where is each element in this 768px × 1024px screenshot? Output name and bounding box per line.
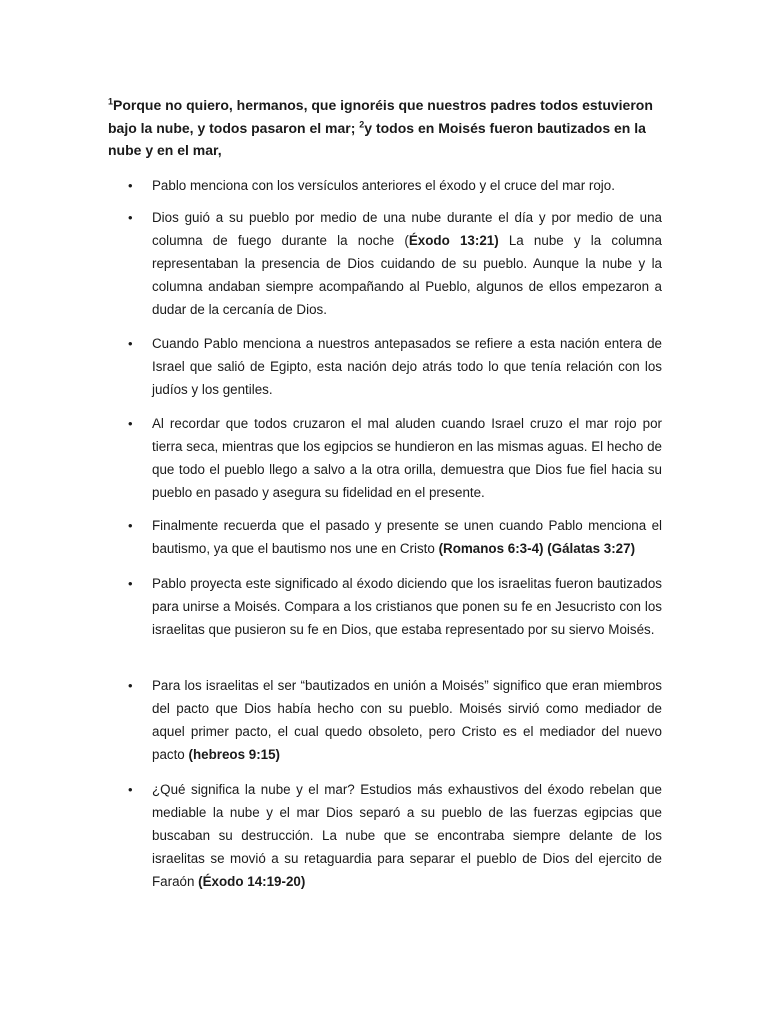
bullet-item-8 (130, 778, 662, 893)
bullet-text-part: Finalmente recuerda que el pasado y presente se unen cuando Pablo menciona el bautismo, ya que el bautismo nos une en Cristo (152, 518, 662, 556)
bullet-icon: • (128, 210, 133, 225)
scripture-reference: (Romanos 6:3-4) (Gálatas 3:27) (438, 541, 636, 556)
bullet-text (152, 514, 662, 560)
bullet-text-part: La nube y la columna representaban la presencia de Dios cuidando de su pueblo. Aunque la nube y la columna andaban siempre acompañando al Pueblo, algunos de ellos empezaron a dudar de la cercanía de Dios. (152, 233, 662, 317)
bullet-icon: • (128, 518, 133, 533)
bullet-icon: • (128, 336, 133, 351)
bullet-item-6 (130, 572, 662, 641)
bullet-item-4 (130, 412, 662, 504)
scripture-reference: Éxodo 13:21) (408, 233, 499, 248)
bullet-item-1 (130, 174, 662, 197)
scripture-reference: (hebreos 9:15) (188, 747, 281, 762)
bullet-item-7 (130, 674, 662, 766)
verse-number-1: 1 (108, 96, 114, 107)
bullet-item-2 (130, 206, 662, 321)
verse-text-1: Porque no quiero, hermanos, que ignoréis que nuestros padres todos estuvieron bajo la nube, y todos pasaron el mar; (108, 97, 653, 136)
bullet-text (152, 206, 662, 321)
bullet-icon: • (128, 678, 133, 693)
bullet-text: Al recordar que todos cruzaron el mal aluden cuando Israel cruzo el mar rojo por tierra seca, mientras que los egipcios se hundieron en las mismas aguas. El hecho de que todo el pueblo llego a salvo a la otra orilla, demuestra que Dios fue fiel hacia su pueblo en pasado y asegura su fidelidad en el presente. (152, 416, 662, 500)
bullet-text-part: ¿Qué significa la nube y el mar? Estudios más exhaustivos del éxodo rebelan que mediable la nube y el mar Dios separó a su pueblo de las fuerzas egipcias que buscaban su destrucción. La nube que se encontraba siempre delante de los israelitas se movió a su retaguardia para separar el pueblo de Dios del ejercito de Faraón (152, 782, 662, 889)
bullet-item-3 (130, 332, 662, 401)
bullet-icon: • (128, 576, 133, 591)
verse-number-2: 2 (359, 118, 365, 129)
bullet-item-5 (130, 514, 662, 560)
scripture-reference: (Éxodo 14:19-20) (198, 874, 306, 889)
bullet-text-part: Para los israelitas el ser “bautizados en unión a Moisés” significo que eran miembros del pacto que Dios había hecho con su pueblo. Moisés sirvió como mediador de aquel primer pacto, el cual quedo obsoleto, pero Cristo es el mediador del nuevo pacto (152, 678, 662, 762)
bullet-text: Cuando Pablo menciona a nuestros antepasados se refiere a esta nación entera de Israel que salió de Egipto, esta nación dejo atrás todo lo que tenía relación con los judíos y los gentiles. (152, 336, 662, 397)
bullet-text: Pablo menciona con los versículos anteriores el éxodo y el cruce del mar rojo. (152, 178, 615, 193)
bullet-icon: • (128, 178, 133, 193)
verse-text-2: y todos en Moisés fueron bautizados en la nube y en el mar, (108, 119, 646, 158)
bullet-icon: • (128, 416, 133, 431)
bullet-text (152, 778, 662, 893)
scripture-verse (108, 94, 664, 162)
bullet-text-part: Dios guió a su pueblo por medio de una nube durante el día y por medio de una columna de fuego durante la noche ( (152, 210, 662, 248)
bullet-text (152, 674, 662, 766)
bullet-icon: • (128, 782, 133, 797)
bullet-text: Pablo proyecta este significado al éxodo diciendo que los israelitas fueron bautizados para unirse a Moisés. Compara a los cristianos que ponen su fe en Jesucristo con los israelitas que pusieron su fe en Dios, que estaba representado por su siervo Moisés. (152, 576, 662, 637)
